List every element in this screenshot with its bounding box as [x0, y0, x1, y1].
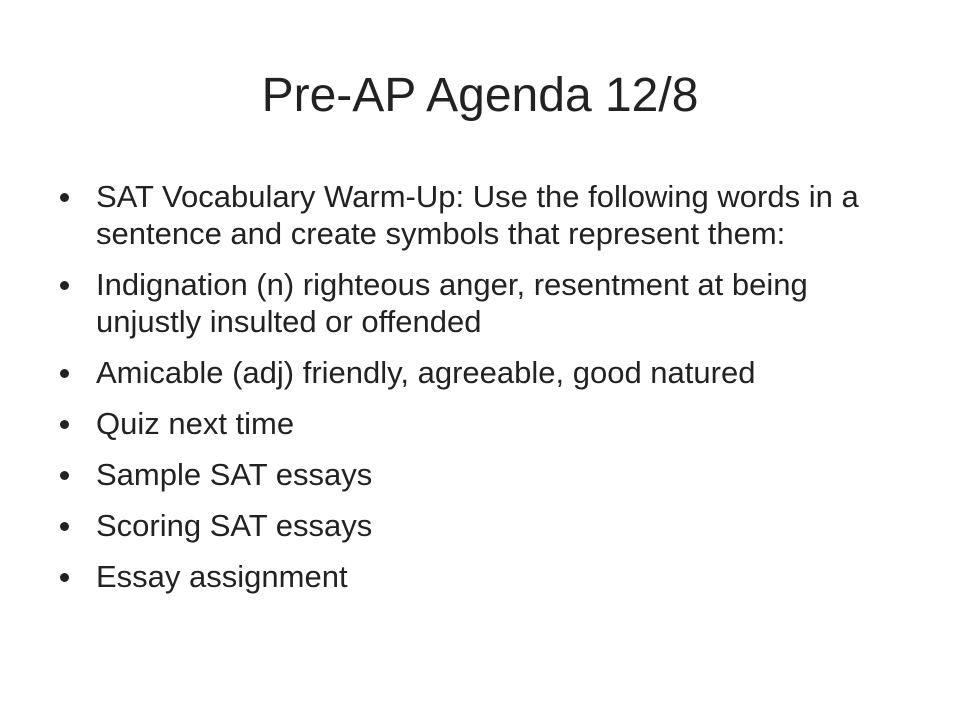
bullet-icon [60, 369, 69, 378]
bullet-icon [60, 281, 69, 290]
bullet-icon [60, 573, 69, 582]
list-item [58, 405, 908, 442]
list-item-text: Essay assignment [96, 559, 348, 594]
list-item [58, 456, 908, 493]
list-item-text: Amicable (adj) friendly, agreeable, good natured [96, 355, 756, 390]
list-item-text: Indignation (n) righteous anger, resentment at being unjustly insulted or offended [96, 267, 808, 339]
list-item-text: Sample SAT essays [96, 457, 373, 492]
list-item [58, 558, 908, 595]
list-item-text: Scoring SAT essays [96, 508, 373, 543]
agenda-list [58, 178, 908, 609]
list-item [58, 507, 908, 544]
list-item-text: Quiz next time [96, 406, 295, 441]
list-item [58, 354, 908, 391]
list-item-text: SAT Vocabulary Warm-Up: Use the following words in a sentence and create symbols that represent them: [96, 179, 859, 251]
slide-title: Pre-AP Agenda 12/8 [261, 69, 699, 122]
bullet-icon [60, 522, 69, 531]
list-item [58, 178, 908, 252]
list-item [58, 266, 908, 340]
bullet-icon [60, 471, 69, 480]
bullet-icon [60, 193, 69, 202]
bullet-icon [60, 420, 69, 429]
